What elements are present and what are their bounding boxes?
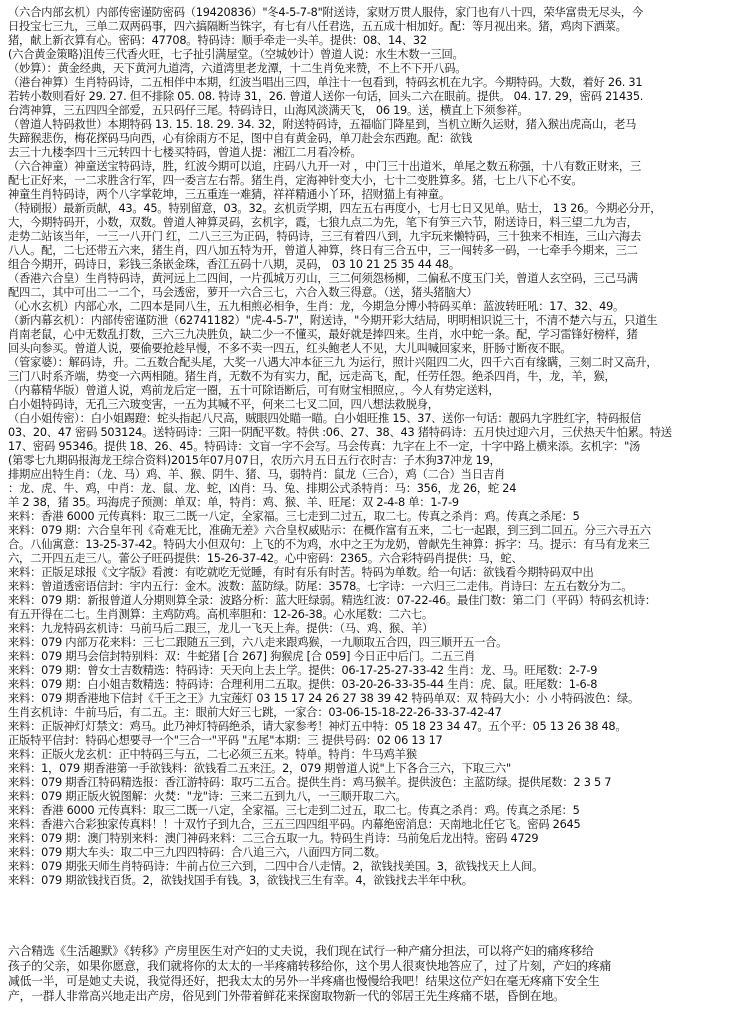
text-line xyxy=(8,902,728,916)
text-line: 来料：079 期欲钱找百货。2，欲钱找国手有钱。3，欲钱找三生有幸。4，欲钱找去半年中秋。 xyxy=(8,874,473,887)
text-line: 孩子的父亲，如果你愿意，我们就将你的太太的一半疼痛转移给你，这个男人很爽快地答应了，过了片刻，产妇的疼痛 xyxy=(8,959,612,973)
text-line: 三门八时系齐端，势变一六两相随。猪生肖，无数不为有实力，配，远走高飞，配，任劳任怨。绝杀四肖，牛，龙，羊，猴， xyxy=(8,370,616,383)
text-line: 正版特平信封：特码心想要寻一个"三合一"平码 "五尾"本期：三 提供号码：02 06 13 17 xyxy=(8,734,443,747)
text-line: 排期应出特生肖：（龙、马）鸡、羊、猴、阴牛、猪、马，弱特肖：鼠龙（三合），鸡（二合）当日吉肖 xyxy=(8,468,505,481)
text-line: ：龙、虎、牛、鸡，中肖：龙、鼠、龙、蛇，凶肖：马、兔、排期公式杀特肖：马：356，龙 26，蛇 24 xyxy=(8,482,517,495)
text-line: （香港六合皇）生肖特码诗，黄河远上二四间，一片孤城万刃山，三二何须怨杨柳，二偏私不度玉门关，曾道人玄空码，三己马满 xyxy=(8,272,638,285)
text-line: 来料：079 期：曾女士吉数精选：特码诗：天天向上去上学。提供：06-17-25-27-33-42 生肖：龙、马。旺尾数：2-7-9 xyxy=(8,664,598,677)
text-line: 来料：079 期：白小姐吉数精选：特码诗：合理利用二五取。提供：03-20-26-33-35-44 生肖：虎、鼠。旺尾数：1-6-8 xyxy=(8,678,598,691)
text-line: （特刷报）最新贡献，43。45。特别留意，03。32。玄机贡学期，四左五右再度小，七月七日又见单。贴士， 13 26。今期必分开， xyxy=(8,202,662,215)
text-line: 八人。配，二七还带五六来，猪生肖，四八加五特为开，曾道人神算，终日有三合五中，三一闯转多一码，一七牵手今期来，三二 xyxy=(8,244,638,257)
text-line: （白小姐传密）：白小姐踢蹬：蛇头指起八尺高，贼眼四处瞄一瞄。白小姐旺推 15、37、送你一句话：靓码九字胜红字，特码报信 xyxy=(8,412,642,425)
text-line: （妙算）：黄金经典，天下黄河九道湾，六道湾里老龙潭，十二生肖免来赞，不上不下开八码。 xyxy=(8,62,467,75)
text-line: 来料：079 期大车头：取二中三九四四特码：合八追三六，八面四方同二数。 xyxy=(8,846,386,859)
text-line xyxy=(8,888,728,902)
text-line: 来料：079 期正版火锐图解：火焚："龙"诗：三来二五到九八，一三顺开取二六。 xyxy=(8,790,407,803)
top-section xyxy=(8,6,728,454)
text-line: （六合神童）神童送宝特码诗，胜，红波今期可以追，庄码八九开一对 ，中门三十出道米，单尾之数五称强，十八有数正财来，三 xyxy=(8,160,642,173)
data-section xyxy=(8,454,728,944)
text-line: （内幕精华版）曾道人说，鸡前龙后定一圈，五十可除语断后，可有财宝相照应，。今人有势定送料， xyxy=(8,384,500,397)
text-line: 台湾神算，三五四四全部爱，五只码仔三尾。特码诗日，山海风淡满天飞， 06 19。送，横直上下须参祥。 xyxy=(8,104,529,117)
text-line: 来料：079 期马会信封特别料：双：牛蛇猪 [合 267] 狗猴虎 [合 059] 今日正中后门。二五三肖 xyxy=(8,650,476,663)
text-line: 来料：正版足球报《文字版》看渡：有吃就吃无觉睡，有时有乐有时苦。特码为单数。给一句话：欲钱看今期特码双中出 xyxy=(8,566,594,579)
text-line: 组合今期开，码诗日，彩钱三条嵌金珠，香江五码十八期，灵码， 03 10 21 25 35 44 48。 xyxy=(8,258,460,271)
text-line: (六合黄金策略)沮传三代香火旺，七子扯引满屋堂。（空城妙计）曾道人说：水生木数一三回。 xyxy=(8,48,464,61)
text-line: 羊 2 38，猪 35。玛海虎子预测：单双：单，特肖：鸡、猴、羊、旺尾：双 2-4-8 单：1-7-9 xyxy=(8,496,459,509)
text-line: 六，二开四五走三八。蕾公子旺码提供：15-26-37-42。心中密码：2365。六合彩特码肖提供：马，蛇、 xyxy=(8,552,523,565)
text-line: 03、20、47 密码 503124。送特码诗：三阳一阴配平数。特供 :06、27、38、43 猪特码诗：五月快过迎六月，三伏热天牛怕累。特送 xyxy=(8,426,672,439)
text-line: 神童生肖特码诗，两个八字掌乾坤，三五重连一难猜，祥祥精通小丫环，招财猫上有神童。 xyxy=(8,188,450,201)
text-line: 日投宝七三九，三单二双两码事，四六搞隔断当铢字，有七有八任君选，五五成十相加好。配：等月视出来。猪，鸡肉下酒菜。 xyxy=(8,20,627,33)
text-line: 来料：079 内部万花来料：三七二跟随五三到，六八走来跟鸡猴，一九顺取五合四，四三顺开五一合。 xyxy=(8,636,508,649)
text-line: 来料：正版火龙玄机：正中特码三与五，二七必须三五来。特单。特肖：牛马鸡羊猴 xyxy=(8,748,417,761)
text-line: （曾道人特码救世）本期特码 13. 15. 18. 29. 34. 32，附送特码诗，五福临门降星到，当机立断久运财，猪入猴出虎高山，老马 xyxy=(8,118,637,131)
text-line: 来料：079 期张天师生肖特码诗：牛前占位三六到，二四中合八走情。2，欲钱找美国。3，欲钱找天上人间。 xyxy=(8,860,544,873)
text-line: 猪，献上新衣算有心。密码：47708。特码诗：顺手牵走一头羊。提供：08、14、32 xyxy=(8,34,427,47)
text-line: 走势二站该当年，一三一八开门 红，二八三三为正码，特码诗，三三有着四八到，九宇玩来懒特码，三十独来不相连，三山六海去 xyxy=(8,230,642,243)
text-line: 失蹄猴悲伤，梅花探码马向西，心有徐雨方不足，图中自有黄金码，单刀赴会东西跑。配：欲钱 xyxy=(8,132,472,145)
text-line: （心水玄机）内部心水，二四本是同八生，五九相煎必相争，生肖：龙，今期急分博小特码买单：蓝波转旺吼：17、32、49。 xyxy=(8,300,625,313)
text-line: 17、密码 95346。提供 18、26、45。特码诗：文盲一字不会写。马会传真：九字在上不一定，十字中路上横来添。玄机字："汤 xyxy=(8,440,641,453)
text-line xyxy=(8,916,728,930)
text-line: 若转小数则看好 29. 27. 但不排除 05. 08. 特诗 31，26. 曾道人送你一句话，回头二六在眼前。提供。 04. 17. 29，密码 21435. xyxy=(8,90,644,103)
text-line: 白小姐特码诗，无孔三六玻变害，一五为其喊不平，何来二七叉二回，四八想法救脱身， xyxy=(8,398,439,411)
text-line xyxy=(8,930,728,944)
text-line: 生肖玄机诗：牛前马后，有二五。主：眼前大好三七跳，一家合：03-06-15-18-22-26-33-37-42-47 xyxy=(8,706,502,719)
text-line: 减低一半，可是她丈夫说，我觉得还好，把我太太的另外一半疼痛也慢慢给我吧！结果这位产妇在毫无疼痛下安全生 xyxy=(8,974,600,988)
text-line: 回头向参买。曾道人说，要偷要抢趁早慢，不多不卖一四五，红头鲍老人不见，大儿叫喊回家来，肝肠寸断夜不眠。 xyxy=(8,342,572,355)
humor-section xyxy=(8,944,728,1004)
text-line: 来料：079 期：澳门特别来料：澳门神码来料：二三合五取一九。特码生肖诗：马前兔后龙出特。密码 4729 xyxy=(8,832,539,845)
text-line: （管家婆）：解码诗，升。二五数合配头尾，大奖一八遇大冲本征三九 为运行，照计兴阻四二火，四千六百有缘瞒，三刻二时又高升， xyxy=(8,356,658,369)
text-line: 来料：香港 6000 元传真料：取三二既一八定，全家福。三七走到二过五，取二七。传真之杀肖：鸡。传真之杀尾：5 xyxy=(8,510,580,523)
text-line: 来料：1，079 期香港第一手欲钱料：欲钱看二五来汪。2，079 期曾道人说"上下各合三六，下取三六" xyxy=(8,762,511,775)
text-line: 来料：079 期：六合皇年刊《奇难无比，准确无差》六合皇权威贴示：在概作富有五来，二七一起跟，到三到二回五。分三六寻五六 xyxy=(8,524,651,537)
text-line: （新内幕玄机）：内部传密谨防泄（62741182）"虎-4-5-7"，附送诗，"今期开彩大结局，明明相识说三十，不清不楚六与五，只道生 xyxy=(8,314,658,327)
text-line: 来料：079 期香江特码精选报：香江游特码：取巧二五合。提供生肖：鸡马猴羊。提供波色：主蓝防绿。提供尾数：2 3 5 7 xyxy=(8,776,612,789)
text-line: 六合精选《生活趣默》《转移》产房里医生对产妇的丈夫说，我们现在试行一种产痛分担法，可以将产妇的痛疼移给 xyxy=(8,944,594,958)
text-line: （港台神算）生肖特码诗，二五相伴中本期，红波当唱出三四，单注十一包看到，特码玄机在九字。今期特码。大数，着好 26. 31 xyxy=(8,76,643,89)
text-line: 肖南老鼠，心中无数乱打数，三六三九决胜负，缺二少一不懂买，最好就是捧四来。生肖，水中蛇一条。配，学习雷锋好榜样，猪 xyxy=(8,328,638,341)
text-line: (第零七九期码报海龙王综合资料)2015年07月07日，农历六月五日五行衣时吉：子木狗37冲龙 19， xyxy=(8,454,501,467)
text-line: 来料：香港 6000 元传真料：取三二既一八定，全家福。三七走到二过五，取二七。传真之杀肖：鸡。传真之杀尾：5 xyxy=(8,804,580,817)
text-line: 来料：正版神灯灯禁文：鸡马。此乃神灯特码绝杀，请大家参考！神灯五中特：05 18 23 34 47。五个平：05 13 26 38 48。 xyxy=(8,720,627,733)
text-line: 去三十九楼李四十三元转四十七楼买特码，曾道人提：湘江二月看冷桥。 xyxy=(8,146,362,159)
text-line: 产，一群人非常高兴地走出产房，俗见到门外带着鲜花来探窗取物新一代的邻居王先生疼痛不堪，昏倒在地。 xyxy=(8,989,565,1003)
text-line: 有五开得在二七。生肖测算：主鸡防鸡。高机率胆和：12-26-38。心水尾数：二六七。 xyxy=(8,608,433,621)
text-line: 来料：香港六合彩独家传真料！！十双竹子到九合，三五三四四组平码。内幕绝密消息：天南地北任它飞。密码 2645 xyxy=(8,818,581,831)
text-line: 来料：九龙特码玄机诗：马前马后二跟三，龙儿一飞天上奔。提供：（马、鸡、猴、羊） xyxy=(8,622,434,635)
text-line: 来料：曾道透密语信封：宇内五行：金木。波数：蓝防绿。防尾：3578。七字诗：一六归三二走伟。肖诗曰：左五右数分为二。 xyxy=(8,580,633,593)
text-line: （六合内部玄机）内部传密谨防密码（19420836）"冬4-5-7-8"附送诗，家财万贯人服侍，家门也有八十四，荣华富贵无尽头，今 xyxy=(8,6,643,19)
text-line: 配七正好来，一二求胜含行军，四一委言左右帮。猪生肖，定海神针变大小，七十二变胜算多。猪，七上八下心不安。 xyxy=(8,174,583,187)
text-line: 来料：079 期香港地下信封《千王之王》九宝莲灯 03 15 17 24 26 27 38 39 42 特码单双：双 特码大小：小 小特码波色：绿。 xyxy=(8,692,639,705)
text-line: 配四二，其中可出二一二个，马会透密，萝开一六合三七，六合入数三得意。（送，猪头猪脑大） xyxy=(8,286,478,299)
text-line: 大，今期特码开，小数，双数。曾道人神算灵码，玄机字，霞，七狼九点二为先，笔下有笋三六节，附送诗日，料三望二九为吉， xyxy=(8,216,638,229)
text-line: 来料：079 期：新报曾道人分期则算全录：波路分析：蓝大旺绿弱。精选红波：07-22-46。最佳门数：第二门（平码）特码玄机诗： xyxy=(8,594,656,607)
text-line: 合。八仙寓意：13-25-37-42。特码大小但双句：上飞的不为鸡，水中之王为龙奶，曾献先生神算：拆字：马。提示：有马有龙来三 xyxy=(8,538,650,551)
